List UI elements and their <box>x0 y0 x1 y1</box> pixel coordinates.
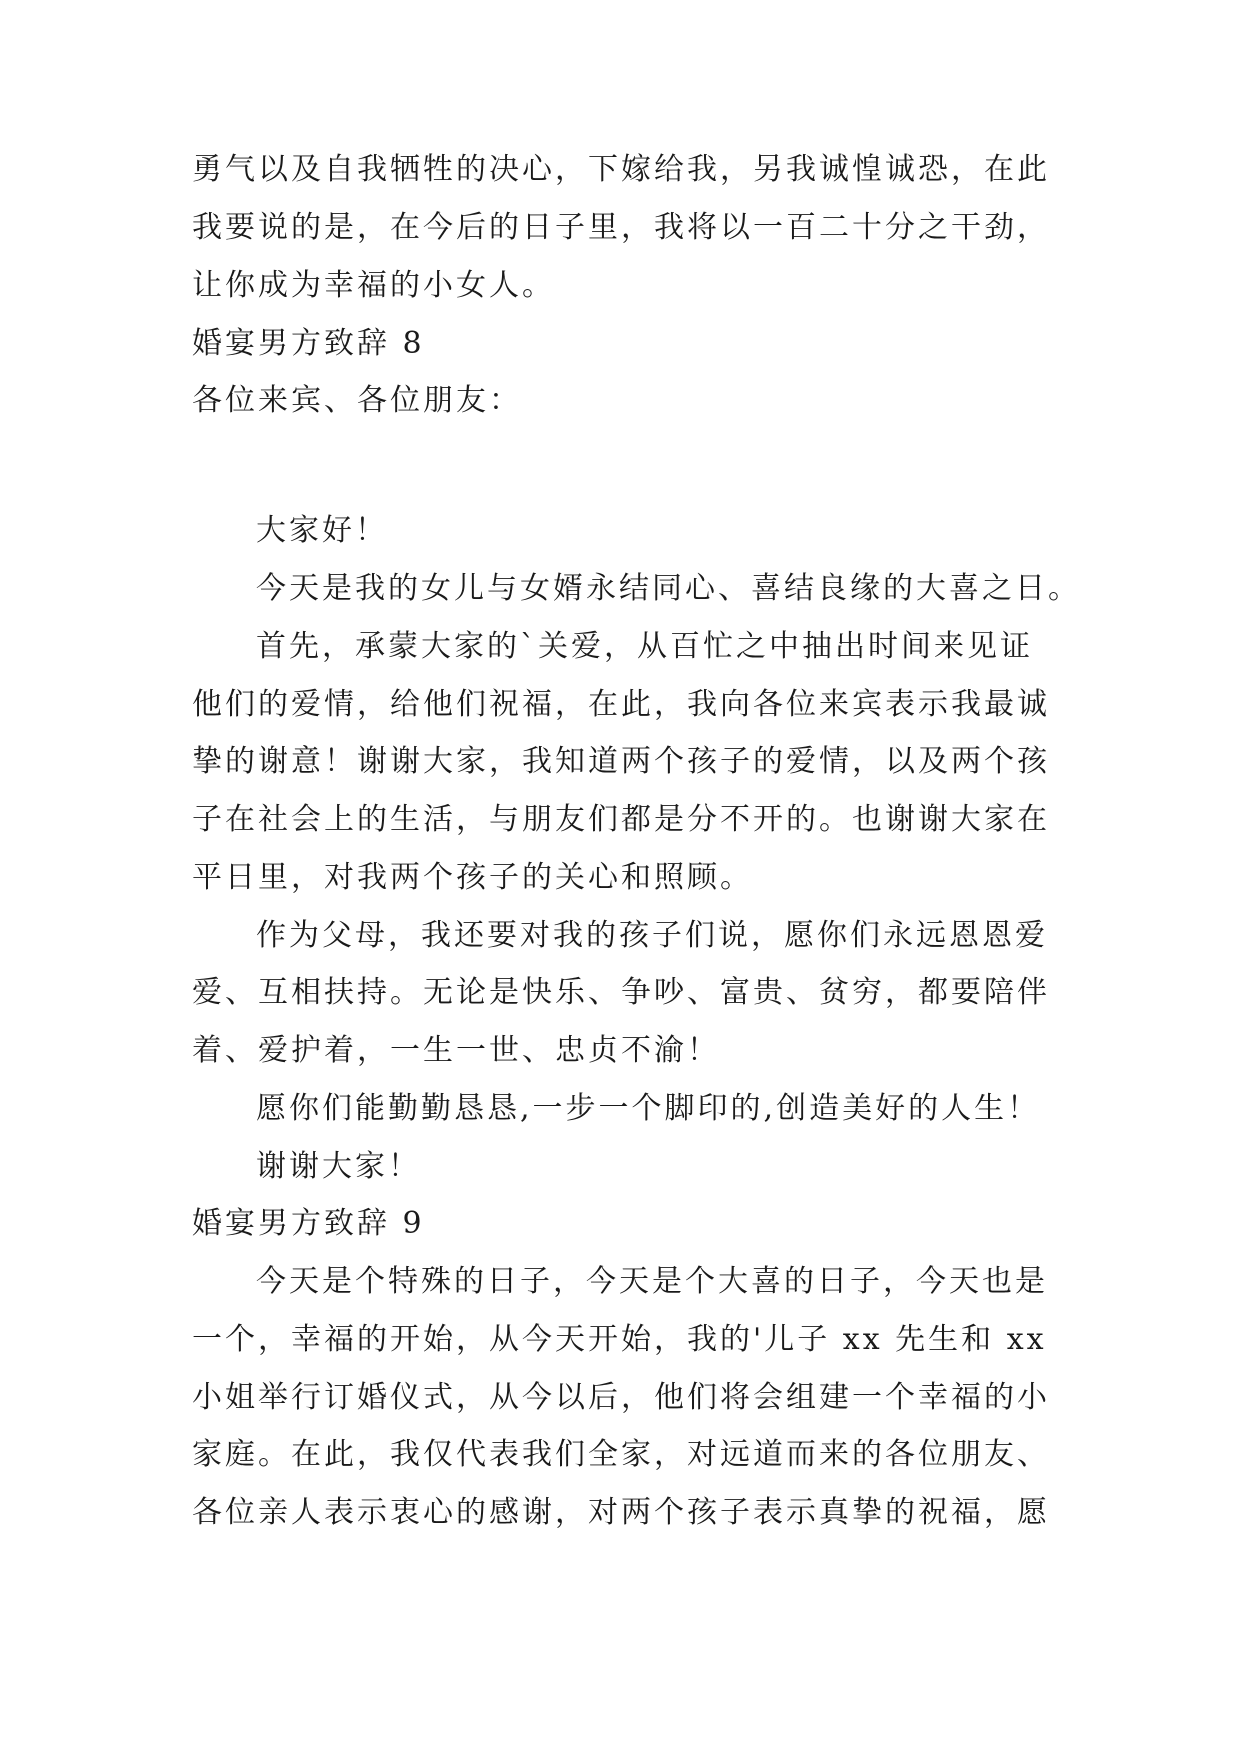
paragraph-line: 子在社会上的生活，与朋友们都是分不开的。也谢谢大家在 <box>192 802 1050 837</box>
salutation: 各位来宾、各位朋友： <box>192 383 522 418</box>
paragraph-line: 首先，承蒙大家的`关爱，从百忙之中抽出时间来见证 <box>256 629 1033 664</box>
paragraph-line: 今天是个特殊的日子，今天是个大喜的日子，今天也是 <box>256 1264 1048 1299</box>
paragraph-line: 各位亲人表示衷心的感谢，对两个孩子表示真挚的祝福，愿 <box>192 1495 1050 1530</box>
section-heading: 婚宴男方致辞 8 <box>192 326 425 361</box>
section-heading: 婚宴男方致辞 9 <box>192 1206 425 1241</box>
paragraph-line: 我要说的是，在今后的日子里，我将以一百二十分之干劲， <box>192 210 1050 245</box>
paragraph-line: 作为父母，我还要对我的孩子们说，愿你们永远恩恩爱 <box>256 918 1048 953</box>
paragraph-line: 让你成为幸福的小女人。 <box>192 268 555 303</box>
paragraph-line: 爱、互相扶持。无论是快乐、争吵、富贵、贫穷，都要陪伴 <box>192 975 1050 1010</box>
paragraph-line: 着、爱护着，一生一世、忠贞不渝！ <box>192 1033 720 1068</box>
paragraph-line: 愿你们能勤勤恳恳,一步一个脚印的,创造美好的人生！ <box>256 1091 1041 1126</box>
paragraph-line: 挚的谢意！谢谢大家，我知道两个孩子的爱情，以及两个孩 <box>192 744 1050 779</box>
paragraph-line: 今天是我的女儿与女婿永结同心、喜结良缘的大喜之日。 <box>256 571 1081 606</box>
paragraph-line: 他们的爱情，给他们祝福，在此，我向各位来宾表示我最诚 <box>192 687 1050 722</box>
paragraph-line: 平日里，对我两个孩子的关心和照顾。 <box>192 860 753 895</box>
paragraph-line: 小姐举行订婚仪式，从今以后，他们将会组建一个幸福的小 <box>192 1380 1050 1415</box>
paragraph-line: 家庭。在此，我仅代表我们全家，对远道而来的各位朋友、 <box>192 1437 1050 1472</box>
closing-line: 谢谢大家！ <box>256 1149 421 1184</box>
paragraph-line: 勇气以及自我牺牲的决心，下嫁给我，另我诚惶诚恐，在此 <box>192 152 1050 187</box>
greeting-line: 大家好！ <box>256 513 388 548</box>
paragraph-line: 一个，幸福的开始，从今天开始，我的'儿子 xx 先生和 xx <box>192 1322 1047 1357</box>
